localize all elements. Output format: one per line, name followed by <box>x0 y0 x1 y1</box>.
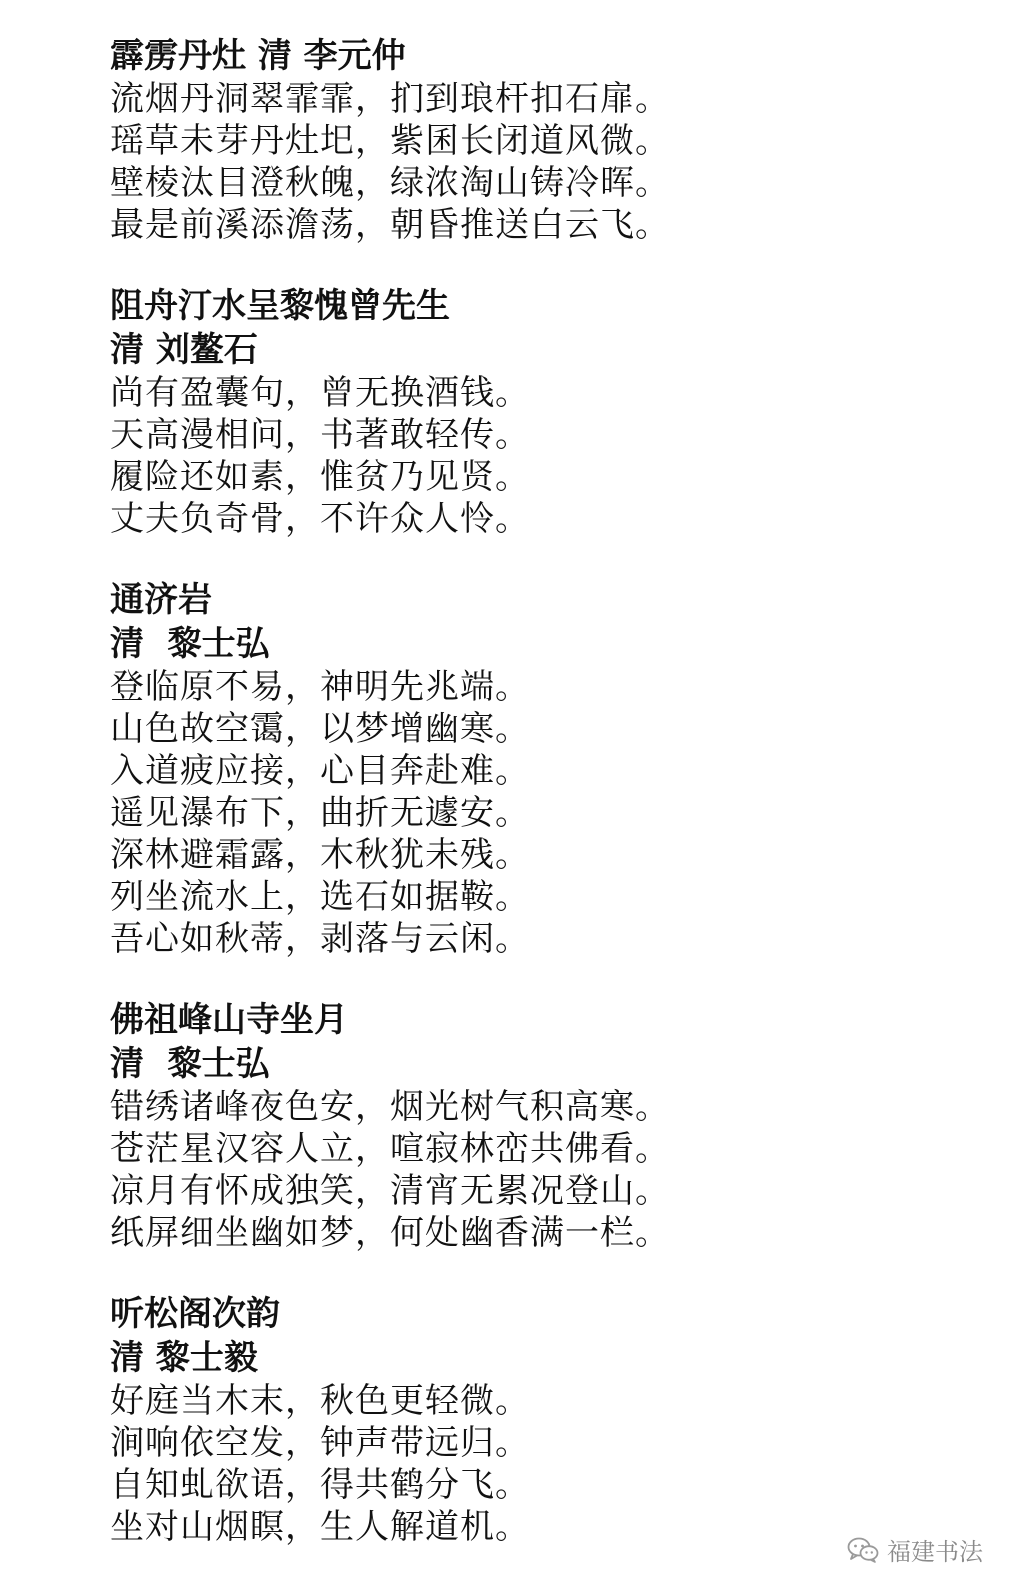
poem-verse: 吾心如秋蒂，剥落与云闲。 <box>110 919 530 959</box>
poem-verse: 登临原不易，神明先兆端。 <box>110 667 530 707</box>
poem-author: 清 黎士毅 <box>110 1338 258 1378</box>
poem-verse: 错绣诸峰夜色安，烟光树气积高寒。 <box>110 1087 670 1127</box>
poem-verse: 天高漫相问，书著敢轻传。 <box>110 415 530 455</box>
poem-document <box>110 34 990 1548</box>
poem-verse: 坐对山烟瞑，生人解道机。 <box>110 1507 530 1547</box>
poem-verse: 自知虬欲语，得共鹤分飞。 <box>110 1465 530 1505</box>
poem-verse: 遥见瀑布下，曲折无遽安。 <box>110 793 530 833</box>
poem-verse: 最是前溪添澹荡，朝昏推送白云飞。 <box>110 205 670 245</box>
poem-verse: 纸屏细坐幽如梦，何处幽香满一栏。 <box>110 1213 670 1253</box>
poem-verse: 流烟丹洞翠霏霏，扪到琅杆扣石扉。 <box>110 79 670 119</box>
poem-verse: 凉月有怀成独笑，清宵无累况登山。 <box>110 1171 670 1211</box>
poem-verse: 苍茫星汉容人立，喧寂林峦共佛看。 <box>110 1129 670 1169</box>
poem-block <box>110 34 990 246</box>
poem-verse: 山色故空霭，以梦增幽寒。 <box>110 709 530 749</box>
poem-author: 清 刘鳌石 <box>110 330 258 370</box>
poem-verse: 尚有盈囊句，曾无换酒钱。 <box>110 373 530 413</box>
poem-author: 清 黎士弘 <box>110 1044 270 1084</box>
poem-block <box>110 1292 990 1548</box>
poem-verse: 壁棱汰目澄秋魄，绿浓淘山铸冷晖。 <box>110 163 670 203</box>
poem-verse: 入道疲应接，心目奔赴难。 <box>110 751 530 791</box>
poem-verse: 履险还如素，惟贫乃见贤。 <box>110 457 530 497</box>
watermark-text: 福建书法 <box>887 1538 983 1566</box>
wechat-icon <box>847 1537 879 1563</box>
poem-title: 佛祖峰山寺坐月 <box>110 1000 348 1040</box>
poem-verse: 深林避霜露，木秋犹未残。 <box>110 835 530 875</box>
poem-verse: 丈夫负奇骨，不许众人怜。 <box>110 499 530 539</box>
wechat-watermark <box>847 1532 983 1567</box>
poem-block <box>110 284 990 540</box>
poem-author: 清 黎士弘 <box>110 624 270 664</box>
poem-title: 霹雳丹灶 清 李元仲 <box>110 36 406 76</box>
poem-title: 阻舟汀水呈黎愧曾先生 <box>110 286 450 326</box>
poem-verse: 涧响依空发，钟声带远归。 <box>110 1423 530 1463</box>
poem-block <box>110 998 990 1254</box>
poem-block <box>110 578 990 960</box>
poem-verse: 列坐流水上，选石如据鞍。 <box>110 877 530 917</box>
poem-title: 通济岩 <box>110 580 212 620</box>
poem-verse: 好庭当木末，秋色更轻微。 <box>110 1381 530 1421</box>
poem-title: 听松阁次韵 <box>110 1294 280 1334</box>
poem-verse: 瑶草未芽丹灶圯，紫囷长闭道风微。 <box>110 121 670 161</box>
